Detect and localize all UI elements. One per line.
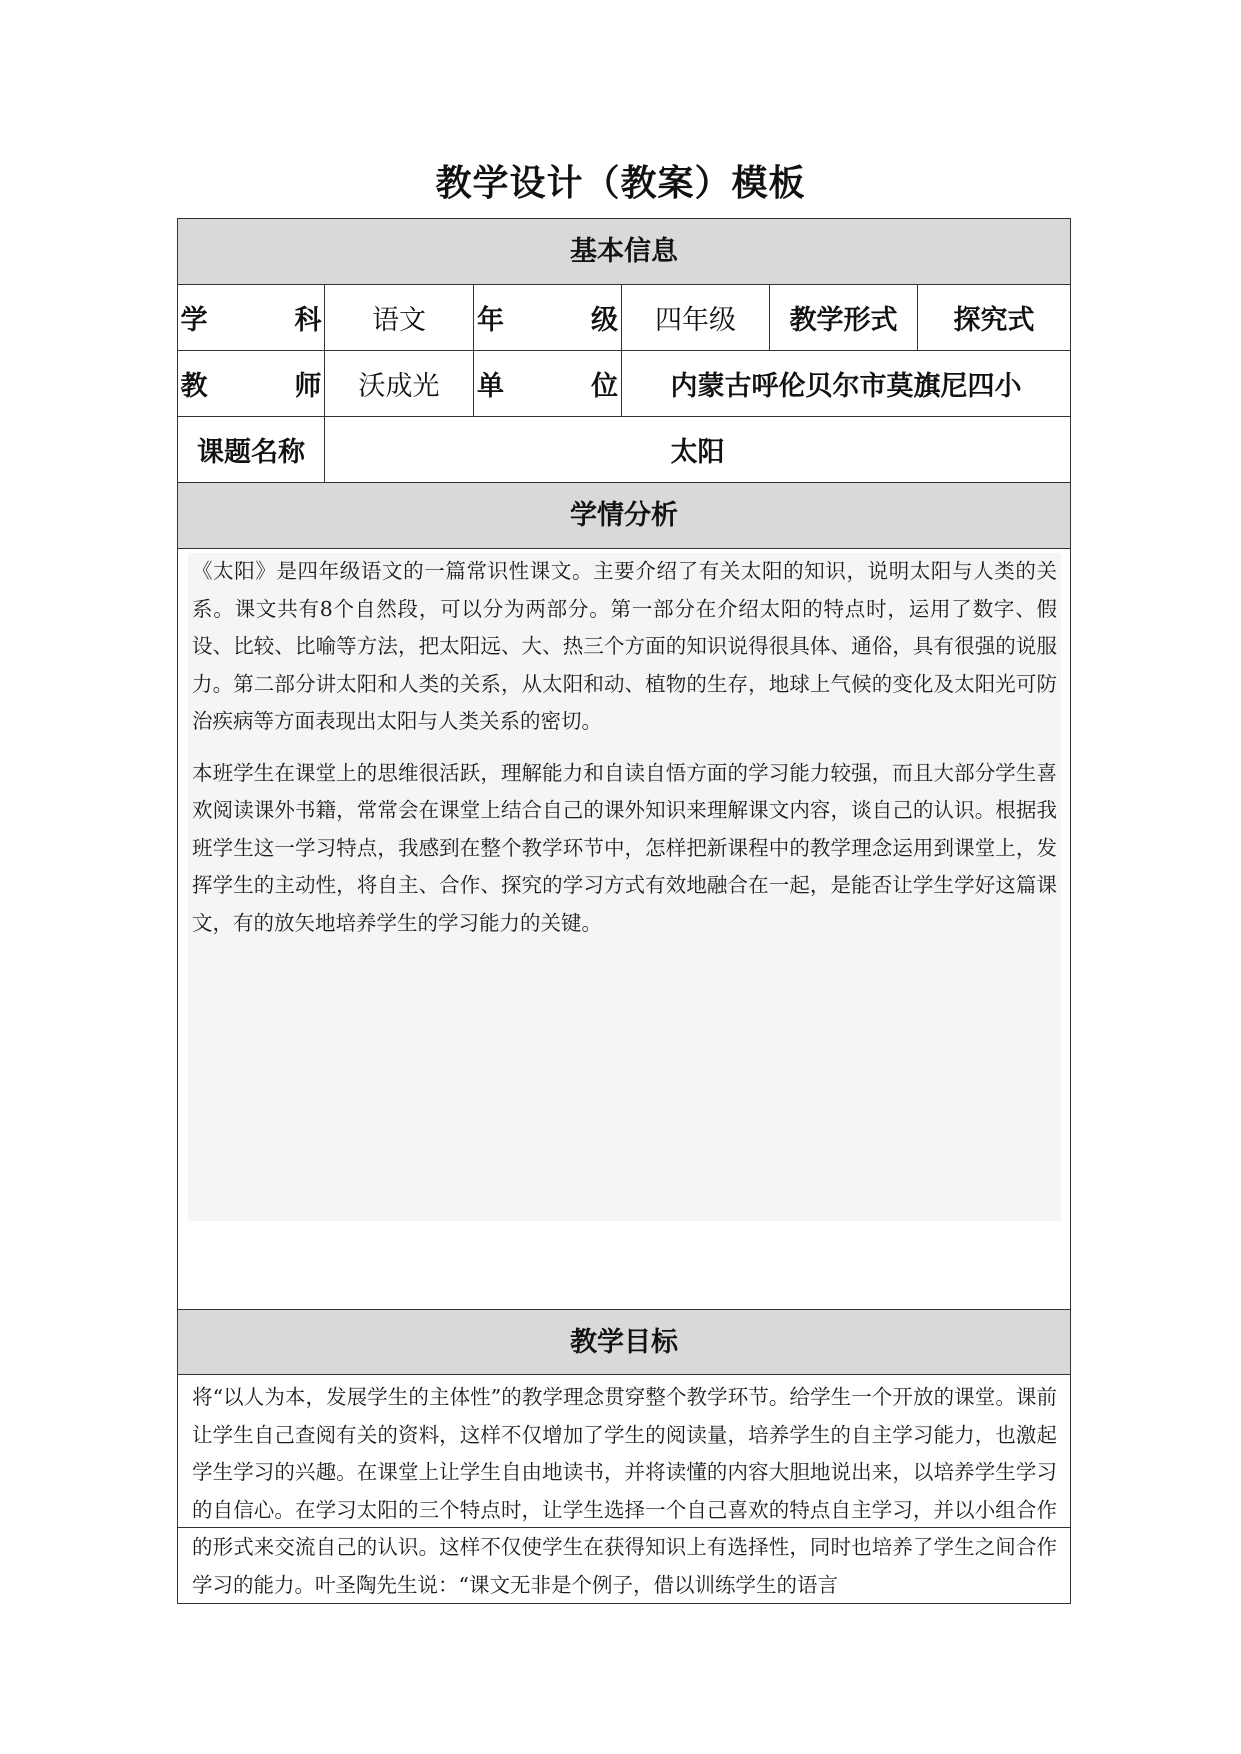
basic-info-header: 基本信息 <box>178 219 1070 285</box>
analysis-text-block <box>188 553 1061 1221</box>
basic-info-row-1 <box>178 285 1070 351</box>
grade-value: 四年级 <box>622 285 770 350</box>
subject-label: 学 科 <box>178 285 325 350</box>
teacher-value: 沃成光 <box>325 351 474 416</box>
basic-info-row-2 <box>178 351 1070 417</box>
form-label: 教学形式 <box>770 285 918 350</box>
teacher-label: 教 师 <box>178 351 325 416</box>
goals-section <box>178 1375 1070 1605</box>
goals-header: 教学目标 <box>178 1309 1070 1375</box>
analysis-paragraph-1: 《太阳》是四年级语文的一篇常识性课文。主要介绍了有关太阳的知识，说明太阳与人类的关系。课文共有8个自然段，可以分为两部分。第一部分在介绍太阳的特点时，运用了数字、假设、比较、比喻等方法，把太阳远、大、热三个方面的知识说得很具体、通俗，具有很强的说服力。第二部分讲太阳和人类的关系，从太阳和动、植物的生存，地球上气候的变化及太阳光可防治疾病等方面表现出太阳与人类关系的密切。 <box>192 559 1057 733</box>
analysis-paragraph-2: 本班学生在课堂上的思维很活跃，理解能力和自读自悟方面的学习能力较强，而且大部分学生喜欢阅读课外书籍，常常会在课堂上结合自己的课外知识来理解课文内容，谈自己的认识。根据我班学生这一学习特点，我感到在整个教学环节中，怎样把新课程中的教学理念运用到课堂上，发挥学生的主动性，将自主、合作、探究的学习方式有效地融合在一起，是能否让学生学好这篇课文，有的放矢地培养学生的学习能力的关键。 <box>192 760 1057 935</box>
goals-text-block <box>188 1379 1061 1604</box>
unit-label: 单 位 <box>474 351 622 416</box>
analysis-header: 学情分析 <box>178 483 1070 549</box>
lesson-plan-table <box>177 218 1071 1604</box>
goals-paragraph: 将“以人为本，发展学生的主体性”的教学理念贯穿整个教学环节。给学生一个开放的课堂。课前让学生自己查阅有关的资料，这样不仅增加了学生的阅读量，培养学生的自主学习能力，也激起学生学习的兴趣。在课堂上让学生自由地读书，并将读懂的内容大胆地说出来，以培养学生学习的自信心。在学习太阳的三个特点时，让学生选择一个自己喜欢的特点自主学习，并以小组合作的形式来交流自己的认识。这样不仅使学生在获得知识上有选择性，同时也培养了学生之间合作学习的能力。叶圣陶先生说：“课文无非是个例子，借以训练学生的语言 <box>192 1385 1057 1597</box>
topic-label: 课题名称 <box>178 417 325 482</box>
form-value: 探究式 <box>953 305 1035 336</box>
grade-label: 年 级 <box>474 285 622 350</box>
document-title: 教学设计（教案）模板 <box>435 163 806 204</box>
topic-value: 太阳 <box>670 437 725 468</box>
topic-row <box>178 417 1070 483</box>
unit-value: 内蒙古呼伦贝尔市莫旗尼四小 <box>670 371 1022 402</box>
subject-value: 语文 <box>325 285 474 350</box>
